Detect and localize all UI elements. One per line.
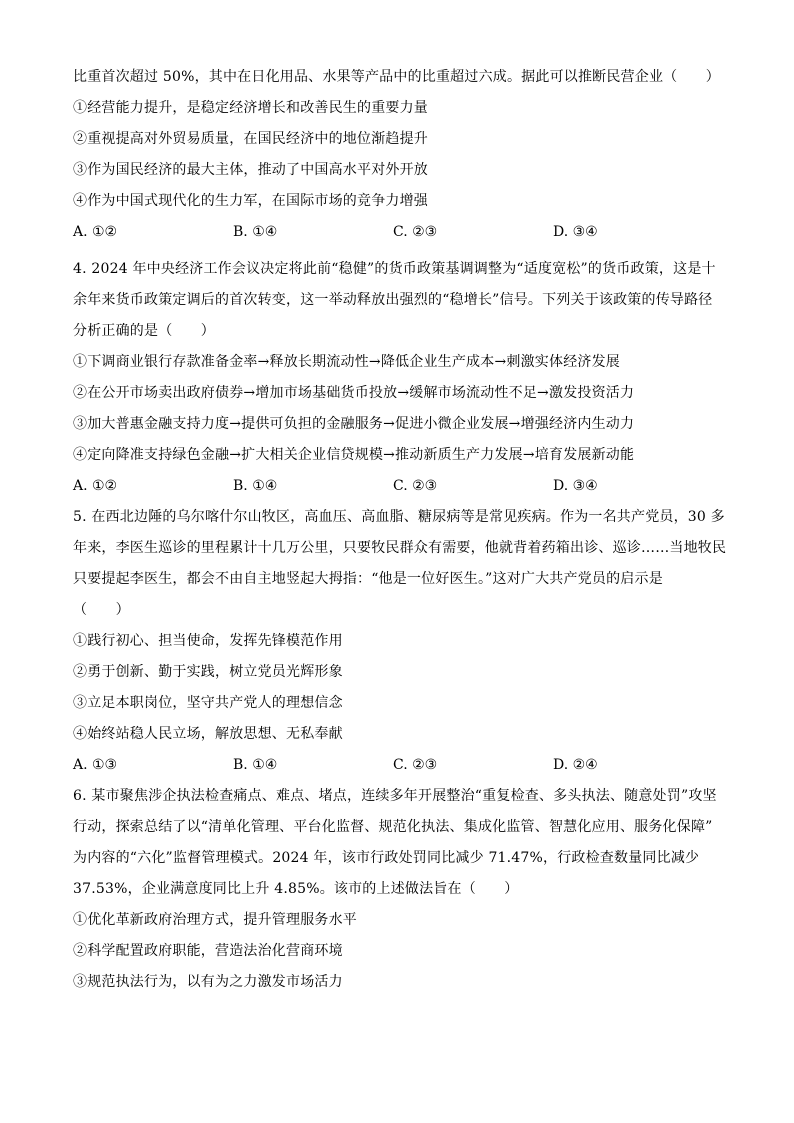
question-4-item-2: ②在公开市场卖出政府债券→增加市场基础货币投放→缓解市场流动性不足→激发投资活力 — [73, 385, 635, 401]
question-3 — [73, 62, 723, 248]
question-4-stem-line-3: 分析正确的是（ ） — [73, 323, 215, 339]
question-5-stem-line-3: 只要提起李医生，都会不由自主地竖起大拇指：“他是一位好医生。”这对广大共产党员的启示是 — [73, 571, 663, 587]
question-5-stem-line-2: 年来，李医生巡诊的里程累计十几万公里，只要牧民群众有需要，他就背着药箱出诊、巡诊……当地牧民 — [73, 540, 727, 556]
question-4-stem-line-2: 余年来货币政策定调后的首次转变，这一举动释放出强烈的“稳增长”信号。下列关于该政策的传导路径 — [73, 292, 713, 308]
question-5-item-4: ④始终站稳人民立场，解放思想、无私奉献 — [73, 726, 343, 742]
question-4-item-1: ①下调商业银行存款准备金率→释放长期流动性→降低企业生产成本→刺激实体经济发展 — [73, 354, 620, 370]
question-3-item-1: ①经营能力提升，是稳定经济增长和改善民生的重要力量 — [73, 100, 428, 116]
question-6-item-3: ③规范执法行为，以有为之力激发市场活力 — [73, 974, 343, 990]
question-5-stem-line-4: （ ） — [73, 602, 130, 618]
question-3-stem-tail: 比重首次超过 50%，其中在日化用品、水果等产品中的比重超过六成。据此可以推断民营企业（ ） — [73, 69, 720, 85]
question-4-item-4: ④定向降准支持绿色金融→扩大相关企业信贷规模→推动新质生产力发展→培育发展新动能 — [73, 447, 635, 463]
question-3-item-3: ③作为国民经济的最大主体，推动了中国高水平对外开放 — [73, 162, 428, 178]
exam-page — [73, 62, 727, 998]
question-4-option-a[interactable]: A. ①② — [73, 478, 118, 494]
question-4 — [73, 254, 723, 502]
question-6 — [73, 781, 723, 998]
question-3-options — [73, 217, 723, 248]
question-3-option-d[interactable]: D. ③④ — [553, 224, 598, 240]
question-5 — [73, 502, 727, 781]
question-5-options — [73, 750, 723, 781]
question-4-option-b[interactable]: B. ①④ — [233, 478, 278, 494]
question-3-option-c[interactable]: C. ②③ — [393, 224, 438, 240]
question-4-item-3: ③加大普惠金融支持力度→提供可负担的金融服务→促进小微企业发展→增强经济内生动力 — [73, 416, 635, 432]
question-5-option-d[interactable]: D. ②④ — [553, 757, 598, 773]
question-4-options — [73, 471, 723, 502]
question-5-option-c[interactable]: C. ②③ — [393, 757, 438, 773]
question-6-stem-line-1: 6. 某市聚焦涉企执法检查痛点、难点、堵点，连续多年开展整治“重复检查、多头执法、随意处罚”攻坚 — [73, 788, 717, 804]
question-4-option-c[interactable]: C. ②③ — [393, 478, 438, 494]
question-6-stem-line-3: 为内容的“六化”监督管理模式。2024 年，该市行政处罚同比减少 71.47%，行政检查数量同比减少 — [73, 850, 700, 866]
question-5-item-3: ③立足本职岗位，坚守共产党人的理想信念 — [73, 695, 343, 711]
question-5-stem-line-1: 5. 在西北边陲的乌尔喀什尔山牧区，高血压、高血脂、糖尿病等是常见疾病。作为一名共产党员，30 多 — [73, 509, 725, 525]
question-3-item-4: ④作为中国式现代化的生力军，在国际市场的竞争力增强 — [73, 193, 428, 209]
question-3-option-b[interactable]: B. ①④ — [233, 224, 278, 240]
question-5-option-b[interactable]: B. ①④ — [233, 757, 278, 773]
question-4-option-d[interactable]: D. ③④ — [553, 478, 598, 494]
question-5-item-1: ①践行初心、担当使命，发挥先锋模范作用 — [73, 633, 343, 649]
question-4-stem-line-1: 4. 2024 年中央经济工作会议决定将此前“稳健”的货币政策基调调整为“适度宽松”的货币政策，这是十 — [73, 261, 716, 277]
question-3-item-2: ②重视提高对外贸易质量，在国民经济中的地位渐趋提升 — [73, 131, 428, 147]
question-5-item-2: ②勇于创新、勤于实践，树立党员光辉形象 — [73, 664, 343, 680]
question-3-option-a[interactable]: A. ①② — [73, 224, 118, 240]
question-6-item-2: ②科学配置政府职能，营造法治化营商环境 — [73, 943, 343, 959]
question-6-item-1: ①优化革新政府治理方式，提升管理服务水平 — [73, 912, 357, 928]
question-5-option-a[interactable]: A. ①③ — [73, 757, 118, 773]
question-6-stem-line-4: 37.53%，企业满意度同比上升 4.85%。该市的上述做法旨在（ ） — [73, 881, 519, 897]
question-6-stem-line-2: 行动，探索总结了以“清单化管理、平台化监督、规范化执法、集成化监管、智慧化应用、服务化保障” — [73, 819, 713, 835]
